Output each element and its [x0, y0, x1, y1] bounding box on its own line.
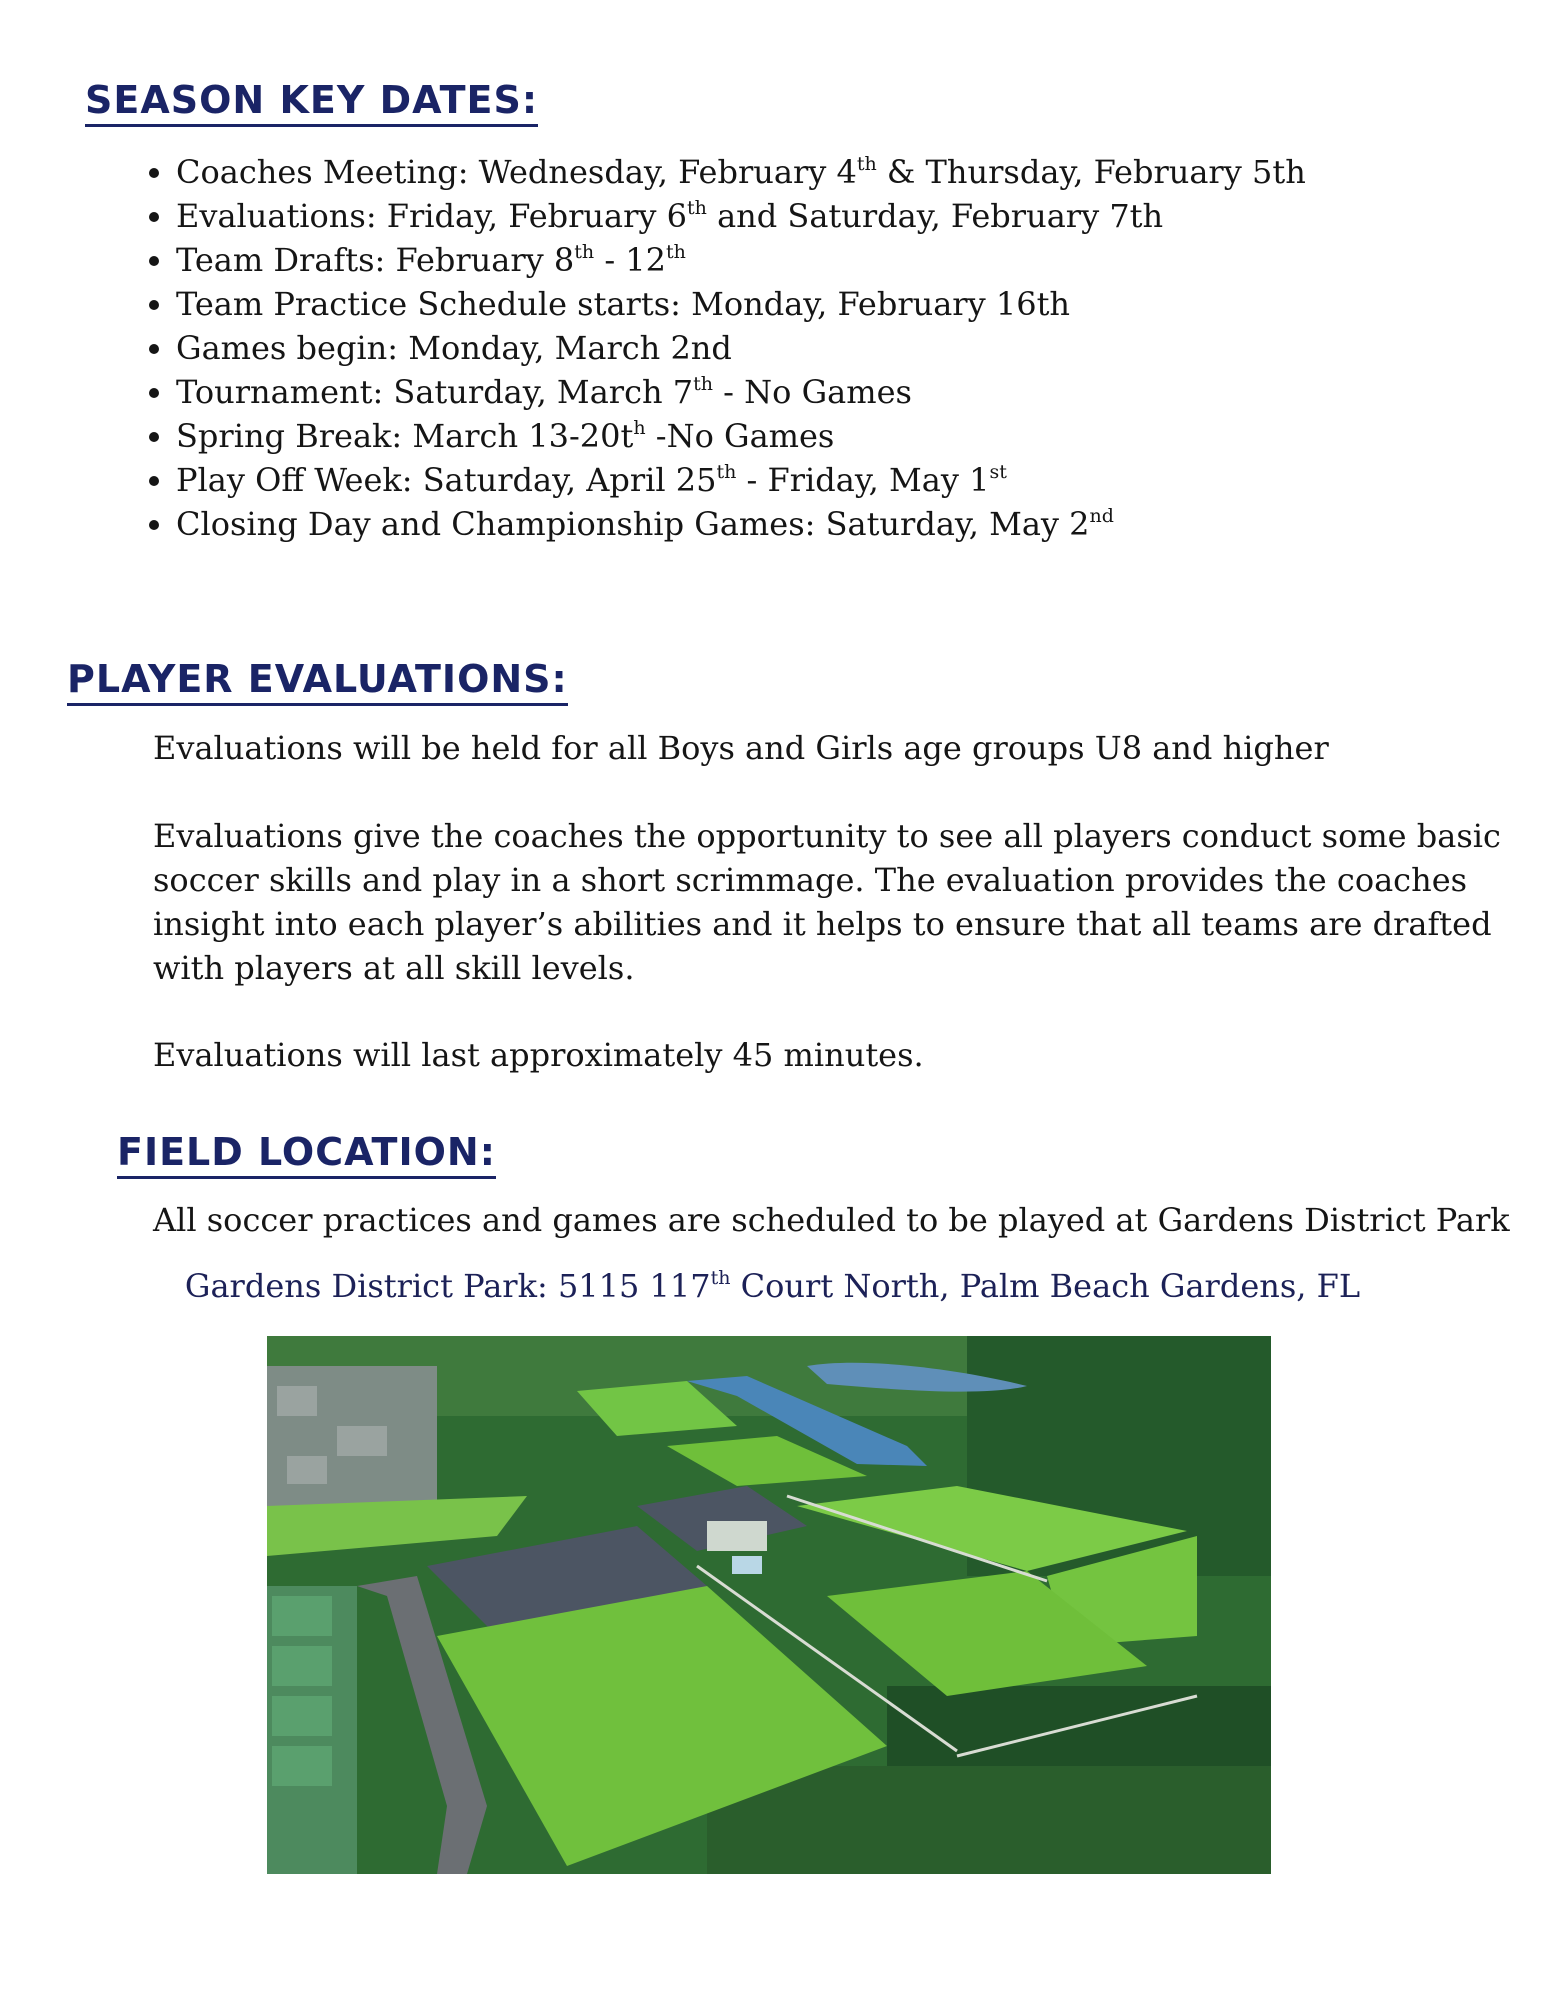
list-item: • Spring Break: March $13-20t^h$ -No Games: [176, 414, 1306, 458]
field-location-heading: FIELD LOCATION:: [117, 1128, 496, 1179]
aerial-park-photo: [267, 1336, 1271, 1874]
key-dates-list: [143, 150, 1306, 546]
evaluations-duration-text: Evaluations will last approximately 45 minutes.: [153, 1036, 924, 1074]
list-item: • Team Drafts: February 8th - 12th: [176, 238, 1306, 282]
season-key-dates-heading: SEASON KEY DATES:: [85, 76, 538, 127]
player-evaluations-heading: PLAYER EVALUATIONS:: [67, 655, 568, 706]
evaluations-age-groups-text: Evaluations will be held for all Boys and Girls age groups U8 and higher: [153, 729, 1329, 767]
list-item: • Play Off Week: Saturday, April 25th - Friday, May 1st: [176, 458, 1306, 502]
list-item: • Closing Day and Championship Games: Saturday, May 2nd: [176, 502, 1306, 546]
list-item: • Tournament: Saturday, March 7th - No Games: [176, 370, 1306, 414]
list-item: • Evaluations: Friday, February 6th and Saturday, February 7th: [176, 194, 1306, 238]
park-address: Gardens District Park: 5115 117th Court North, Palm Beach Gardens, FL: [184, 1267, 1361, 1305]
list-item: • Team Practice Schedule starts: Monday, February 16th: [176, 282, 1306, 326]
evaluations-description-text: Evaluations give the coaches the opportunity to see all players conduct some basic soccer skills and play in a short scrimmage. The evaluation provides the coaches insight into each player’s abilities and it helps to ensure that all teams are drafted with players at all skill levels.: [153, 817, 1501, 987]
field-location-text: All soccer practices and games are scheduled to be played at Gardens District Park: [153, 1201, 1510, 1239]
list-item: • Games begin: Monday, March 2nd: [176, 326, 1306, 370]
list-item: • Coaches Meeting: Wednesday, February 4th & Thursday, February 5th: [176, 150, 1306, 194]
